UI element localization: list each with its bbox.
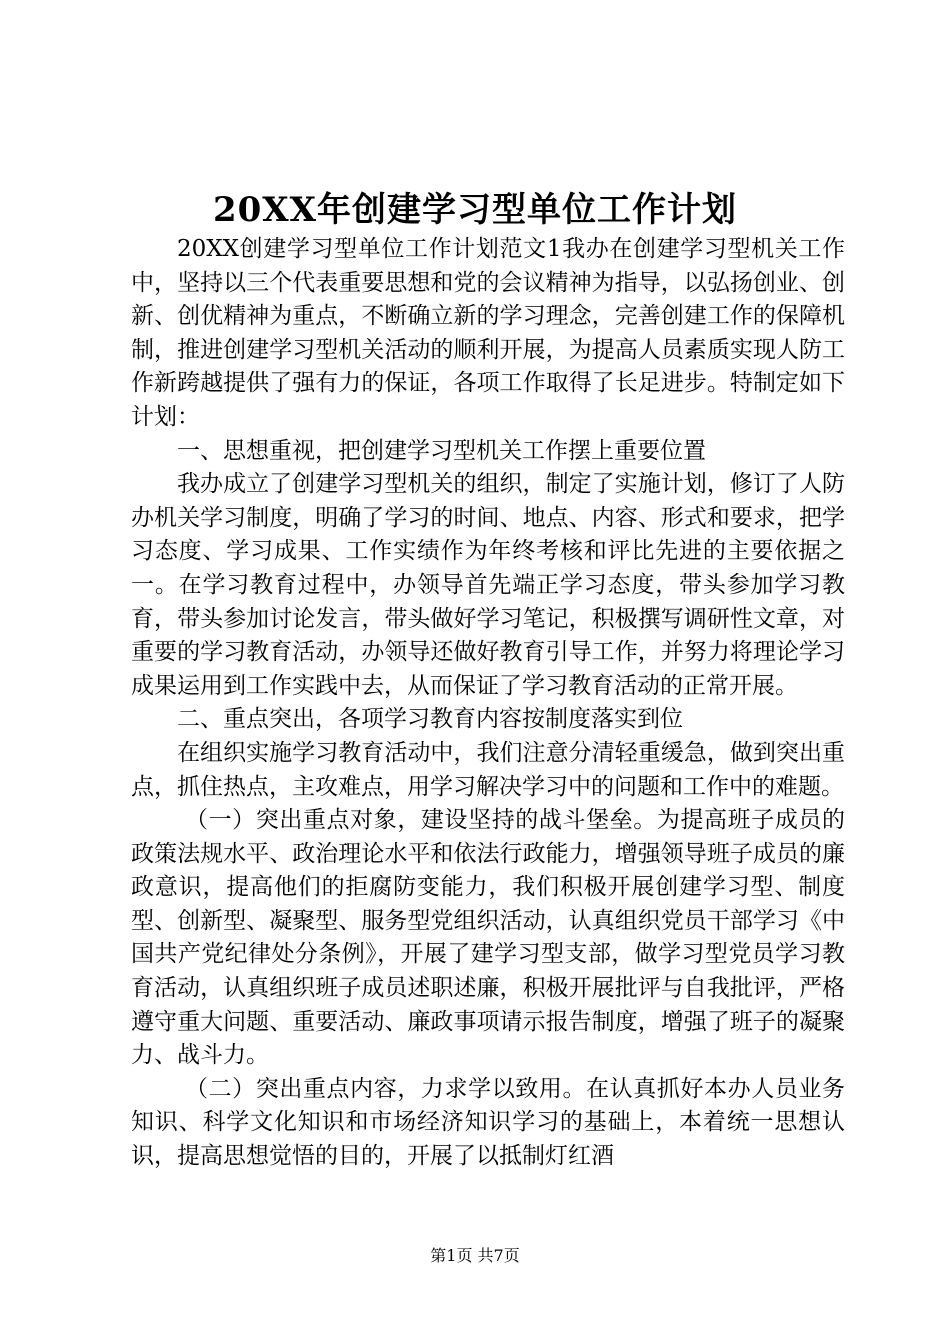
document-title: 20XX年创建学习型单位工作计划	[212, 190, 738, 230]
document-body	[131, 233, 845, 1174]
section-heading-1: 一、思想重视，把创建学习型机关工作摆上重要位置	[177, 437, 706, 464]
paragraph-subsection-1: （一）突出重点对象，建设坚持的战斗堡垒。为提高班子成员的政策法规水平、政治理论水平和依法行政能力，增强领导班子成员的廉政意识，提高他们的拒腐防变能力，我们积极开展创建学习型、制度型、创新型、凝聚型、服务型党组织活动，认真组织党员干部学习《中国共产党纪律处分条例》，开展了建学习型支部，做学习型党员学习教育活动，认真组织班子成员述职述廉，积极开展批评与自我批评，严格遵守重大问题、重要活动、廉政事项请示报告制度，增强了班子的凝聚力、战斗力。	[131, 807, 845, 1069]
section-heading-2: 二、重点突出，各项学习教育内容按制度落实到位	[177, 706, 683, 733]
paragraph-section-2: 在组织实施学习教育活动中，我们注意分清轻重缓急，做到突出重点，抓住热点，主攻难点，用学习解决学习中的问题和工作中的难题。	[131, 739, 845, 800]
paragraph-intro: 20XX创建学习型单位工作计划范文1我办在创建学习型机关工作中，坚持以三个代表重要思想和党的会议精神为指导，以弘扬创业、创新、创优精神为重点，不断确立新的学习理念，完善创建工作的保障机制，推进创建学习型机关活动的顺利开展，为提高人员素质实现人防工作新跨越提供了强有力的保证，各项工作取得了长足进步。特制定如下计划：	[131, 236, 845, 430]
paragraph-section-1: 我办成立了创建学习型机关的组织，制定了实施计划，修订了人防办机关学习制度，明确了学习的时间、地点、内容、形式和要求，把学习态度、学习成果、工作实绩作为年终考核和评比先进的主要依据之一。在学习教育过程中，办领导首先端正学习态度，带头参加学习教育，带头参加讨论发言，带头做好学习笔记，积极撰写调研性文章，对重要的学习教育活动，办领导还做好教育引导工作，并努力将理论学习成果运用到工作实践中去，从而保证了学习教育活动的正常开展。	[131, 471, 845, 699]
paragraph-subsection-2: （二）突出重点内容，力求学以致用。在认真抓好本办人员业务知识、科学文化知识和市场经济知识学习的基础上，本着统一思想认识，提高思想觉悟的目的，开展了以抵制灯红酒	[131, 1075, 845, 1170]
page-footer: 第1页 共7页	[430, 1246, 520, 1265]
